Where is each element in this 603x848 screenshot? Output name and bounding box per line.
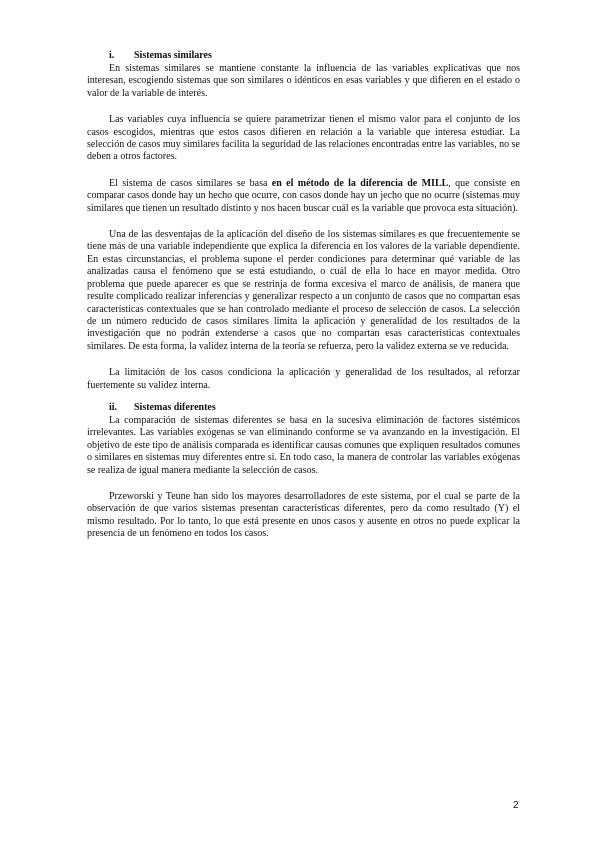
section-title: Sistemas similares [134, 50, 212, 61]
section-heading-similares [109, 50, 520, 62]
paragraph: Una de las desventajas de la aplicación del diseño de los sistemas similares es que frecuentemente se tiene más de una variable independiente que explica la diferencia en los valores de la variable dependiente. En estas circunstancias, el problema supone el perder condiciones para determinar qué variable de las analizadas causa el fenómeno que se está estudiando, o cuál de ella lo hace en mayor medida. Otro problema que puede aparecer es que se restrinja de forma excesiva el marco de análisis, de manera que resulte complicado realizar inferencias y generalizar respecto a un conjunto de casos que no compartan esas características contextuales que se han controlado mediante el proceso de selección de casos. La selección de un número reducido de casos similares limita la aplicación y generalidad de los resultados de la investigación que no podrán extenderse a casos que no compartan esas características contextuales similares. De esta forma, la validez interna de la teoría se refuerza, pero la validez externa se ve reducida. [87, 229, 520, 352]
paragraph: La limitación de los casos condiciona la aplicación y generalidad de los resultados, al reforzar fuertemente su validez interna. [87, 367, 520, 391]
paragraph: Przeworski y Teune han sido los mayores desarrolladores de este sistema, por el cual se parte de la observación de que varios sistemas presentan características diferentes, pero da como resultado (Y) el mismo resultado. Por lo tanto, lo que está presente en unos casos y ausente en otros no puede explicar la presencia de un fenómeno en todos los casos. [87, 490, 520, 540]
paragraph-text: , que consiste en comparar casos donde hay un hecho que ocurre, con casos donde hay un jecho que no ocurre (sistemas muy similares que tienen un resultado distinto y nos hacen buscar cuál es la variable que provoca esta situación). [87, 177, 521, 214]
bold-phrase: en el método de la diferencia de MILL [271, 177, 449, 189]
paragraph: En sistemas similares se mantiene constante la influencia de las variables explicativas que nos interesan, escogiendo sistemas que son similares o idénticos en esas variables y que difieren en el estado o valor de la variable de interés. [87, 63, 520, 99]
paragraph-text: El sistema de casos similares se basa [109, 177, 272, 189]
document-page [87, 50, 520, 555]
section-number: i. [109, 50, 115, 61]
paragraph: Las variables cuya influencia se quiere parametrizar tienen el mismo valor para el conjunto de los casos escogidos, mientras que estos casos difieren en relación a la variable que interesa estudiar. La selección de casos muy similares facilita la seguridad de las relaciones encontradas entre las variables, no se deben a otros factores. [87, 114, 520, 163]
page-number: 2 [513, 800, 519, 811]
section-number: ii. [109, 401, 118, 413]
paragraph-mill [87, 178, 520, 215]
section-heading-diferentes [109, 402, 520, 414]
section-title: Sistemas diferentes [134, 401, 216, 413]
paragraph: La comparación de sistemas diferentes se basa en la sucesiva eliminación de factores sistémicos irrelevantes. Las variables exógenas se van eliminando conforme se va avanzando en la investigación. El objetivo de este tipo de análisis comparada es identificar causas comunes que expliquen resultados comunes o similares en sistemas muy diferentes entre sí. En todo caso, la manera de controlar las variables exógenas se realiza de igual manera mediante la selección de casos. [87, 414, 520, 476]
